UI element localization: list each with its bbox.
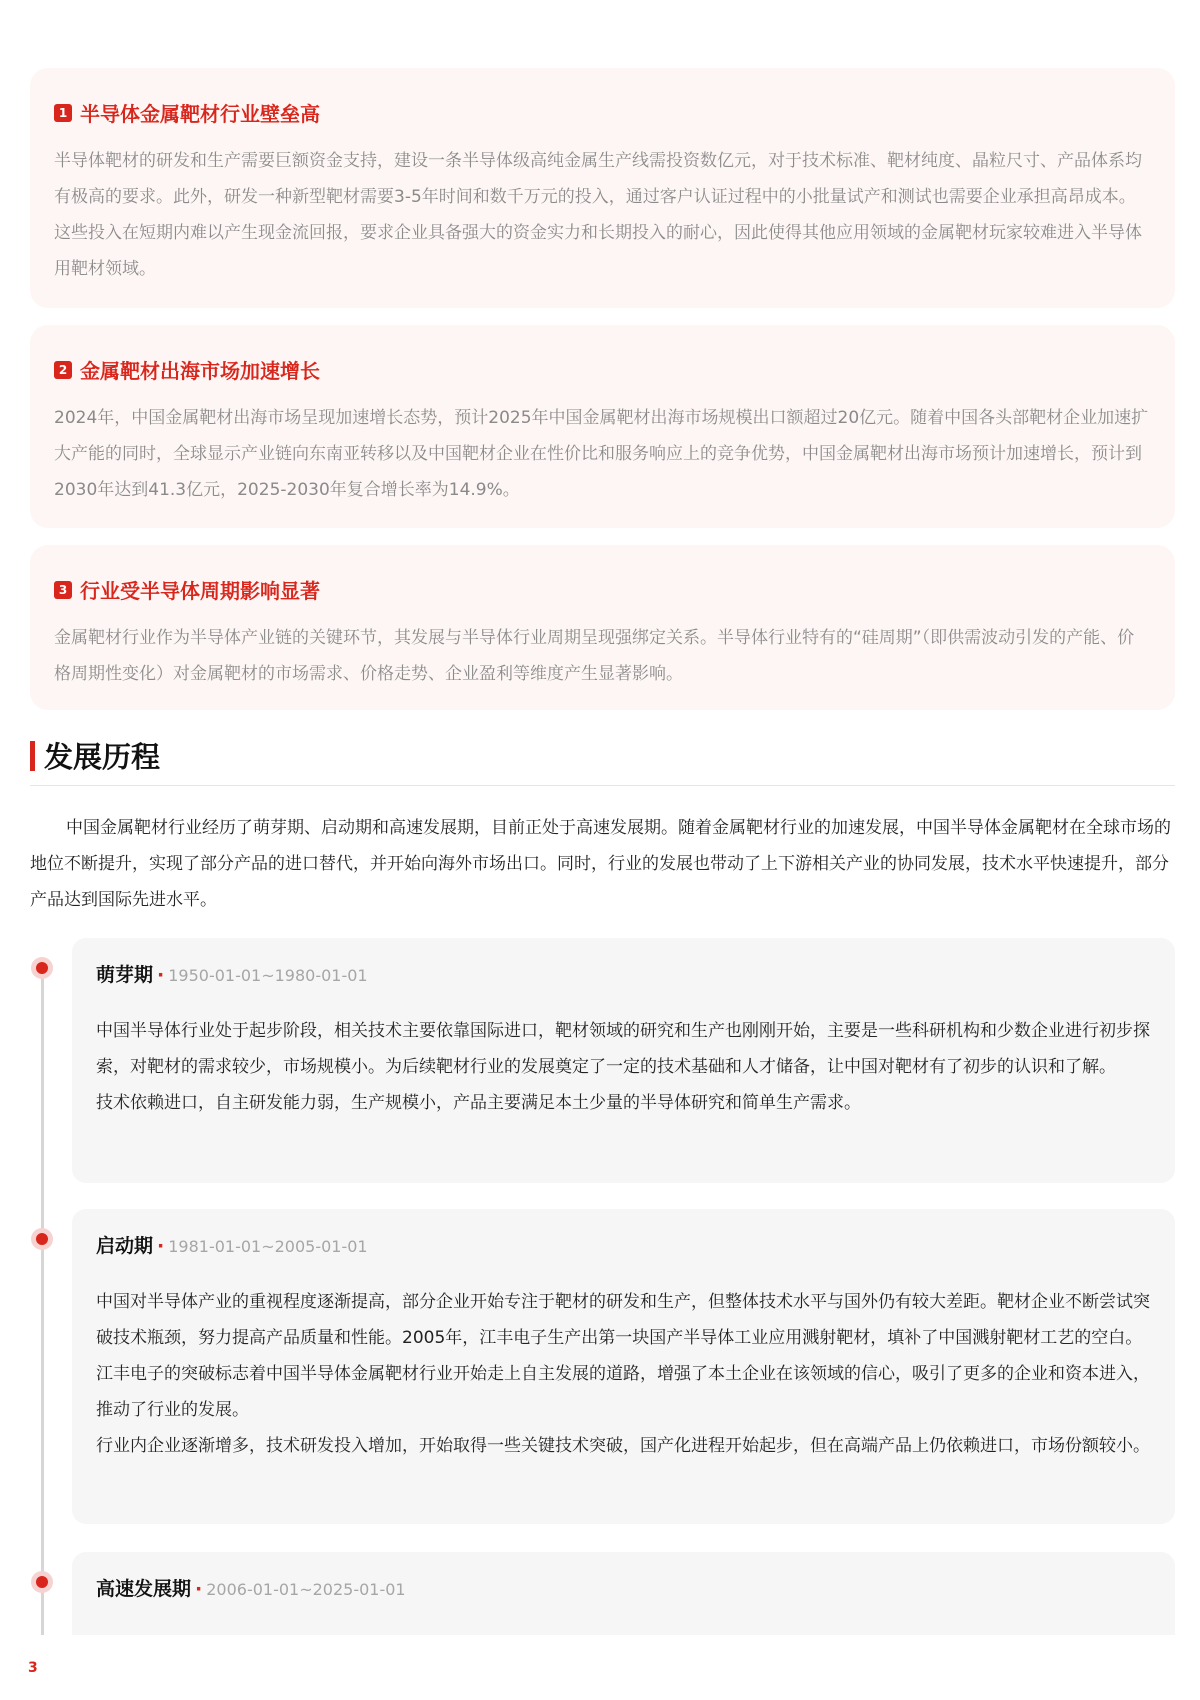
stage-separator: ·	[195, 1578, 203, 1600]
stage-date-range: 2006-01-01~2025-01-01	[206, 1580, 406, 1599]
card-header	[54, 355, 1149, 384]
card-title: 半导体金属靶材行业壁垒高	[80, 102, 320, 126]
section-intro-paragraph: 中国金属靶材行业经历了萌芽期、启动期和高速发展期，目前正处于高速发展期。随着金属靶材行业的加速发展，中国半导体金属靶材在全球市场的地位不断提升，实现了部分产品的进口替代，并开始向海外市场出口。同时，行业的发展也带动了上下游相关产业的协同发展，技术水平快速提升，部分产品达到国际先进水平。	[30, 818, 1171, 910]
card-title: 金属靶材出海市场加速增长	[80, 359, 320, 383]
stage-separator: ·	[157, 1235, 165, 1257]
card-header	[54, 98, 1149, 127]
stage-header	[96, 960, 1151, 987]
card-number-badge: 3	[54, 581, 72, 599]
timeline-stage-2	[72, 1209, 1175, 1524]
page-number: 3	[28, 1660, 38, 1676]
timeline-dot	[36, 962, 48, 974]
stage-header	[96, 1574, 1151, 1601]
highlight-card-3	[30, 545, 1175, 710]
stage-paragraph: 中国对半导体产业的重视程度逐渐提高，部分企业开始专注于靶材的研发和生产，但整体技术水平与国外仍有较大差距。靶材企业不断尝试突破技术瓶颈，努力提高产品质量和性能。2005年，江丰电子生产出第一块国产半导体工业应用溅射靶材，填补了中国溅射靶材工艺的空白。江丰电子的突破标志着中国半导体金属靶材行业开始走上自主发展的道路，增强了本土企业在该领域的信心，吸引了更多的企业和资本进入，推动了行业的发展。	[96, 1292, 1150, 1420]
stage-name: 高速发展期	[96, 1578, 192, 1600]
card-text: 金属靶材行业作为半导体产业链的关键环节，其发展与半导体行业周期呈现强绑定关系。半导体行业特有的“硅周期”（即供需波动引发的产能、价格周期性变化）对金属靶材的市场需求、价格走势、企业盈利等维度产生显著影响。	[54, 628, 1135, 684]
card-number-badge: 1	[54, 104, 72, 122]
section-accent-bar	[30, 741, 35, 771]
card-title: 行业受半导体周期影响显著	[80, 579, 320, 603]
stage-date-range: 1981-01-01~2005-01-01	[168, 1237, 368, 1256]
card-header	[54, 575, 1149, 604]
timeline-line	[41, 960, 44, 1635]
stage-description	[96, 1284, 1151, 1464]
stage-paragraph: 行业内企业逐渐增多，技术研发投入增加，开始取得一些关键技术突破，国产化进程开始起步，但在高端产品上仍依赖进口，市场份额较小。	[96, 1436, 1150, 1456]
stage-header	[96, 1231, 1151, 1258]
stage-description	[96, 1013, 1151, 1121]
stage-date-range: 1950-01-01~1980-01-01	[168, 966, 368, 985]
stage-name: 萌芽期	[96, 964, 154, 986]
stage-name: 启动期	[96, 1235, 154, 1257]
highlight-card-1	[30, 68, 1175, 308]
card-number-badge: 2	[54, 361, 72, 379]
card-text: 2024年，中国金属靶材出海市场呈现加速增长态势，预计2025年中国金属靶材出海市场规模出口额超过20亿元。随着中国各头部靶材企业加速扩大产能的同时，全球显示产业链向东南亚转移以及中国靶材企业在性价比和服务响应上的竞争优势，中国金属靶材出海市场预计加速增长，预计到2030年达到41.3亿元，2025-2030年复合增长率为14.9%。	[54, 408, 1149, 500]
timeline-stage-1	[72, 938, 1175, 1183]
section-title: 发展历程	[44, 740, 161, 774]
stage-paragraph: 中国半导体行业处于起步阶段，相关技术主要依靠国际进口，靶材领域的研究和生产也刚刚开始，主要是一些科研机构和少数企业进行初步探索，对靶材的需求较少，市场规模小。为后续靶材行业的发展奠定了一定的技术基础和人才储备，让中国对靶材有了初步的认识和了解。	[96, 1021, 1150, 1077]
card-text: 半导体靶材的研发和生产需要巨额资金支持，建设一条半导体级高纯金属生产线需投资数亿元，对于技术标准、靶材纯度、晶粒尺寸、产品体系均有极高的要求。此外，研发一种新型靶材需要3-5年时间和数千万元的投入，通过客户认证过程中的小批量试产和测试也需要企业承担高昂成本。这些投入在短期内难以产生现金流回报，要求企业具备强大的资金实力和长期投入的耐心，因此使得其他应用领域的金属靶材玩家较难进入半导体用靶材领域。	[54, 151, 1142, 279]
timeline-dot	[36, 1233, 48, 1245]
stage-separator: ·	[157, 964, 165, 986]
timeline-stage-3	[72, 1552, 1175, 1635]
section-heading	[30, 735, 1175, 786]
stage-paragraph: 技术依赖进口，自主研发能力弱，生产规模小，产品主要满足本土少量的半导体研究和简单生产需求。	[96, 1093, 861, 1113]
highlight-card-2	[30, 325, 1175, 528]
timeline-dot	[36, 1576, 48, 1588]
